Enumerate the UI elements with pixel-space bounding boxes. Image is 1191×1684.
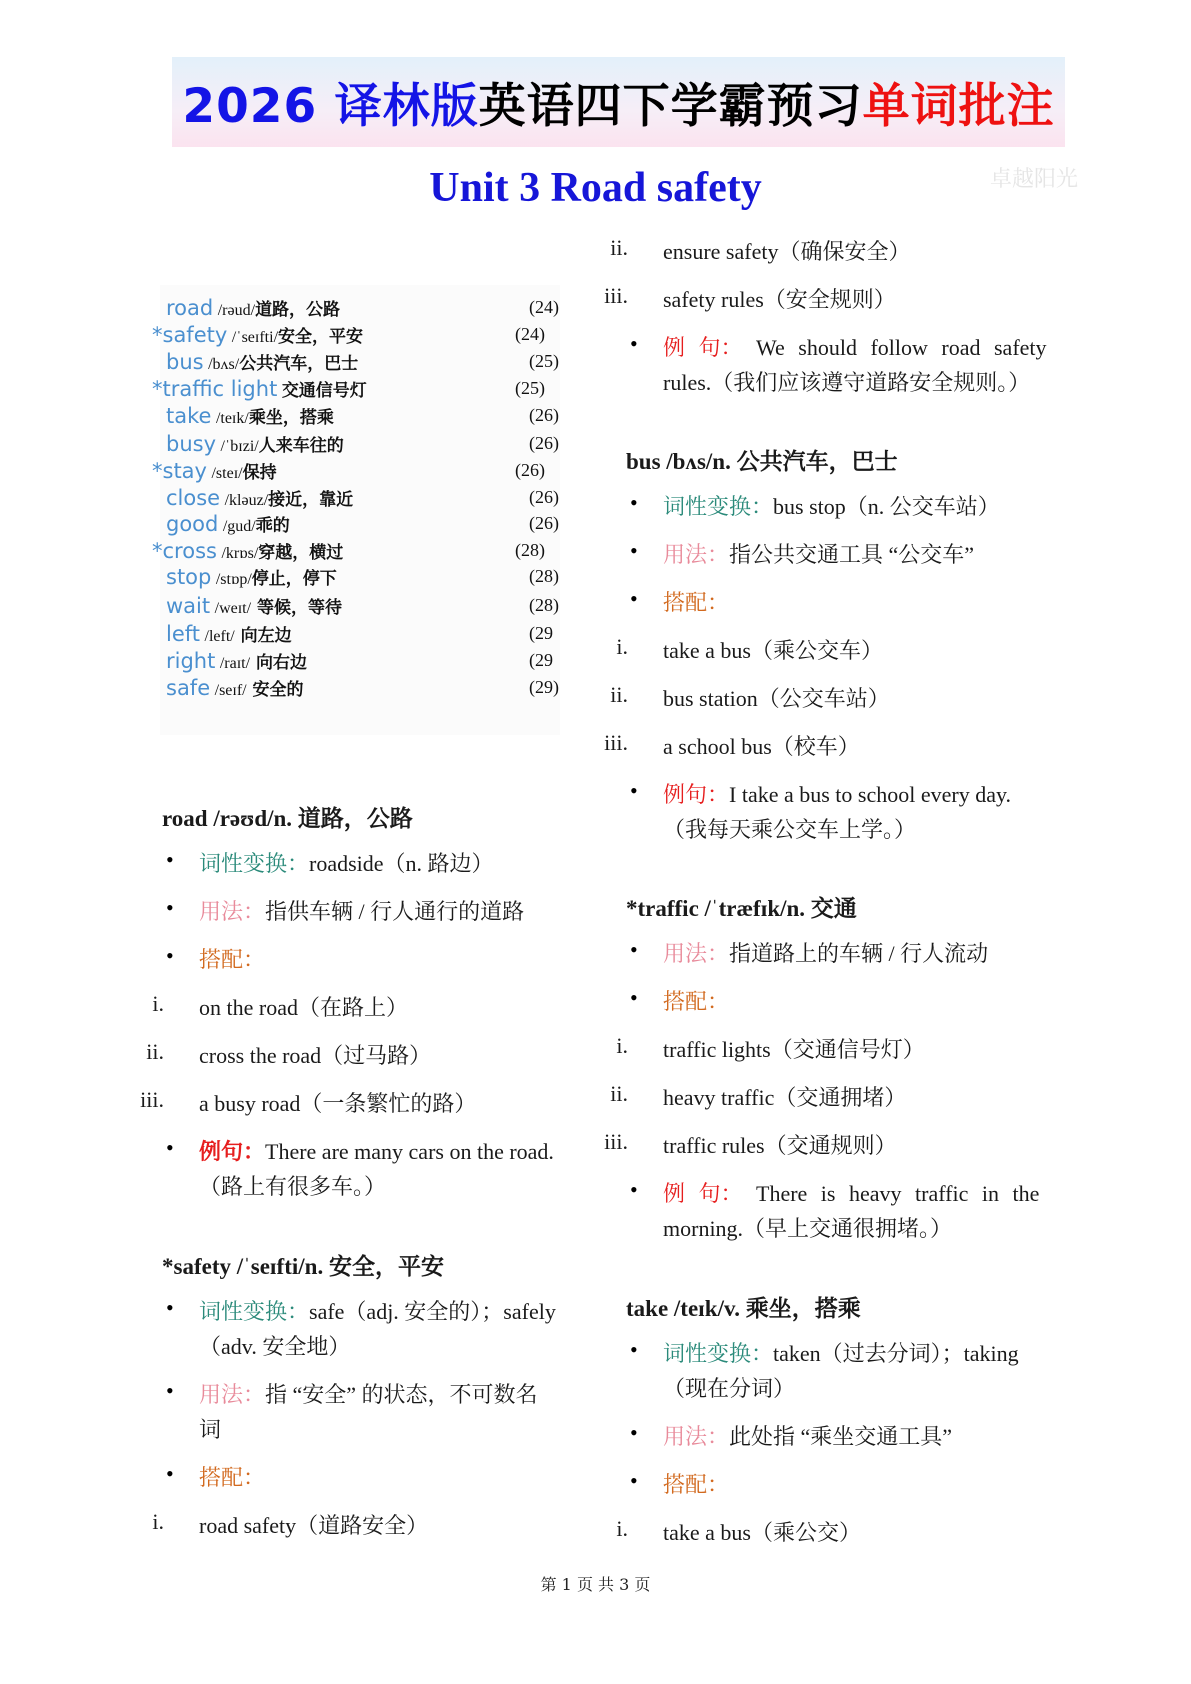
vocab-page: (28) <box>515 540 545 560</box>
vocab-phonetic: /rəud/ <box>217 302 256 319</box>
vocab-phonetic: /krɒs/ <box>221 545 259 562</box>
vocab-phonetic: /bʌs/ <box>208 356 240 373</box>
vocab-word: left <box>166 622 201 646</box>
vocab-word: * <box>152 459 163 483</box>
vocab-page: (26) <box>515 460 545 480</box>
banner-subject: 英语四下学霸预习 <box>478 78 863 134</box>
example-item: • 例句：I take a bus to school every day. <box>663 778 1011 809</box>
vocab-word: good <box>166 512 219 536</box>
vocab-word: take <box>166 404 212 428</box>
vocab-word: traffic light <box>162 377 278 401</box>
page-footer: 第 1 页 共 3 页 <box>540 1575 651 1594</box>
vocab-page: (29) <box>529 677 559 697</box>
collocation-label: 搭配： <box>663 1472 730 1497</box>
example-translation: rules.（我们应该遵守道路安全规则。） <box>663 370 1031 395</box>
vocab-row <box>166 431 566 459</box>
usage-item: • 用法：指公共交通工具 “公交车” <box>663 538 974 569</box>
watermark: 卓越阳光 <box>990 167 1079 192</box>
vocab-phonetic: /kləuz/ <box>224 492 269 509</box>
vocab-page: (26) <box>529 433 559 453</box>
vocab-meaning: 向右边 <box>250 653 307 673</box>
collocation-label: 搭配： <box>663 590 730 615</box>
vocab-meaning: 人来车往的 <box>258 436 344 456</box>
pos-change-label: 词性变换： <box>663 1341 774 1366</box>
pos-change-item: • 词性变换：safe（adj. 安全的）；safely <box>199 1295 556 1326</box>
vocab-meaning: 乘坐，搭乘 <box>248 408 334 428</box>
vocab-page: (26) <box>529 513 559 533</box>
usage-label: 用法： <box>663 542 730 567</box>
vocab-meaning: 公共汽车，巴士 <box>239 354 359 374</box>
vocab-row <box>166 485 566 513</box>
vocab-phonetic: /seɪf/ <box>214 682 247 699</box>
vocab-row <box>166 349 566 377</box>
vocab-page: (28) <box>529 595 559 615</box>
vocab-row <box>166 593 566 621</box>
vocab-row <box>166 403 566 431</box>
vocab-word: road <box>166 296 214 320</box>
vocab-page: (26) <box>529 405 559 425</box>
vocab-meaning: 接近，靠近 <box>268 490 354 510</box>
example-item: • 例 句： We should follow road safety <box>663 331 1047 362</box>
vocab-page: (25) <box>515 378 545 398</box>
vocab-word: * <box>152 539 163 563</box>
vocab-phonetic: /ˈbɪzi/ <box>220 438 259 455</box>
example-label: 例句： <box>199 1139 266 1164</box>
title-banner <box>172 57 1065 147</box>
entry-heading: take /teɪk/v. 乘坐，搭乘 <box>626 1296 861 1321</box>
vocab-meaning: 保持 <box>242 463 277 483</box>
vocabulary-list <box>152 285 560 735</box>
collocation-label: 搭配： <box>199 947 266 972</box>
vocab-meaning: 向左边 <box>234 626 292 646</box>
vocab-row <box>166 648 566 676</box>
banner-topic: 单词批注 <box>862 78 1055 134</box>
entry-heading: road /rəʊd/n. 道路，公路 <box>162 806 413 831</box>
collocation-item <box>663 985 729 1016</box>
usage-label: 用法： <box>199 1382 266 1407</box>
vocab-phonetic: /left/ <box>204 628 235 645</box>
vocab-phonetic: /teɪk/ <box>215 410 249 427</box>
vocab-meaning: 道路，公路 <box>255 300 341 320</box>
pos-change-item: • 词性变换：taken（过去分词）；taking <box>663 1337 1019 1368</box>
vocab-phonetic: /gud/ <box>222 518 256 535</box>
vocab-word: close <box>166 486 221 510</box>
vocab-meaning: 停止，停下 <box>251 569 337 589</box>
example-label: 例句： <box>663 782 730 807</box>
example-item: • 例句：There are many cars on the road. <box>199 1135 554 1166</box>
usage-cont: 词 <box>199 1417 222 1442</box>
vocab-word: busy <box>166 432 217 456</box>
vocab-word: * <box>152 323 163 347</box>
vocab-page: (24) <box>529 297 559 317</box>
pos-change-item: • 词性变换：bus stop（n. 公交车站） <box>663 490 1000 521</box>
example-translation: morning.（早上交通很拥堵。） <box>663 1216 953 1241</box>
vocab-page: (29 <box>529 623 553 643</box>
entry-heading: bus /bʌs/n. 公共汽车，巴士 <box>626 449 898 474</box>
vocab-meaning: 安全，平安 <box>278 327 364 347</box>
vocab-row <box>166 295 566 323</box>
pos-change-cont: （现在分词） <box>663 1376 796 1401</box>
vocab-phonetic: /steɪ/ <box>211 465 243 482</box>
entry-heading: *safety /ˈseɪfti/n. 安全，平安 <box>162 1254 444 1279</box>
vocab-row <box>166 675 566 703</box>
vocab-word: stop <box>166 565 212 589</box>
vocab-row <box>166 564 566 592</box>
vocab-word: safety <box>162 323 228 347</box>
vocab-word: right <box>166 649 216 673</box>
pos-change-label: 词性变换： <box>199 851 310 876</box>
vocab-meaning: 安全的 <box>246 680 304 700</box>
vocab-meaning: 穿越，横过 <box>258 543 344 563</box>
usage-item: • 用法：此处指 “乘坐交通工具” <box>663 1420 952 1451</box>
vocab-page: (25) <box>529 351 559 371</box>
vocab-row <box>152 458 552 486</box>
example-label: 例 句： <box>663 1181 743 1206</box>
vocab-page: (24) <box>515 324 545 344</box>
example-translation: （我每天乘公交车上学。） <box>663 817 917 842</box>
vocab-meaning: 等候，等待 <box>251 598 342 618</box>
banner-edition: 2026 译林版 <box>182 78 479 134</box>
vocab-page: (28) <box>529 566 559 586</box>
vocab-page: (26) <box>529 487 559 507</box>
pos-change-label: 词性变换： <box>199 1299 310 1324</box>
collocation-item <box>199 1461 265 1492</box>
vocab-row <box>152 376 552 404</box>
vocab-row <box>166 511 566 539</box>
example-item: • 例 句： There is heavy traffic in the <box>663 1177 1039 1208</box>
usage-label: 用法： <box>663 941 730 966</box>
vocab-row <box>152 538 552 566</box>
entry-heading: *traffic /ˈtræfɪk/n. 交通 <box>626 896 857 921</box>
vocab-phonetic: /weɪt/ <box>214 600 252 617</box>
vocab-row <box>152 322 552 350</box>
example-translation: （路上有很多车。） <box>199 1174 387 1199</box>
vocab-word: safe <box>166 676 211 700</box>
usage-label: 用法： <box>663 1424 730 1449</box>
usage-item: • 用法：指供车辆 / 行人通行的道路 <box>199 895 524 926</box>
vocab-row <box>166 621 566 649</box>
vocab-meaning: 乖的 <box>255 516 290 536</box>
vocab-word: wait <box>166 594 211 618</box>
collocation-label: 搭配： <box>663 989 730 1014</box>
collocation-item <box>199 943 265 974</box>
pos-change-cont: （adv. 安全地） <box>199 1334 351 1359</box>
example-label: 例 句： <box>663 335 743 360</box>
vocab-word: stay <box>162 459 207 483</box>
pos-change-item: • 词性变换：roadside（n. 路边） <box>199 847 494 878</box>
collocation-label: 搭配： <box>199 1465 266 1490</box>
vocab-phonetic: /ˈseɪfti/ <box>231 329 279 346</box>
vocab-phonetic: /raɪt/ <box>219 655 251 672</box>
usage-item: • 用法：指 “安全” 的状态，不可数名 <box>199 1378 538 1409</box>
collocation-item <box>663 1468 729 1499</box>
vocab-meaning: 交通信号灯 <box>281 381 367 401</box>
vocab-word: bus <box>166 350 204 374</box>
vocab-page: (29 <box>529 650 553 670</box>
unit-title: Unit 3 Road safety <box>429 165 762 211</box>
collocation-item <box>663 586 729 617</box>
pos-change-label: 词性变换： <box>663 494 774 519</box>
vocab-word: * <box>152 377 163 401</box>
usage-item: • 用法：指道路上的车辆 / 行人流动 <box>663 937 988 968</box>
vocab-word: cross <box>162 539 217 563</box>
vocab-phonetic: /stɒp/ <box>215 571 252 588</box>
usage-label: 用法： <box>199 899 266 924</box>
